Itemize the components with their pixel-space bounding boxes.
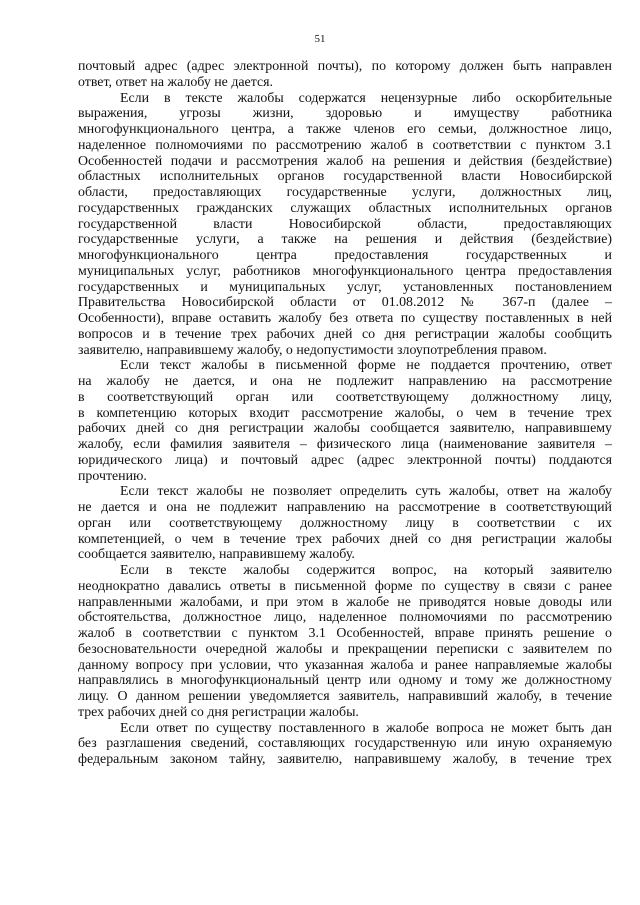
text-line: Если текст жалобы не позволяет определить суть жалобы, ответ на жалобу bbox=[120, 484, 612, 500]
text-line: федеральным законом тайну, заявителю, направившему жалобу, в течение трех bbox=[78, 752, 612, 767]
text-line: компетенцией, о чем в течение трех рабочих дней со дня регистрации жалобы bbox=[78, 531, 612, 547]
text-line: направлялись в многофункциональный центр или одному и тому же должностному bbox=[78, 673, 612, 689]
text-line: многофункционального центра, а также членов его семьи, должностное лицо, bbox=[78, 122, 612, 137]
text-line: прочтению. bbox=[78, 468, 147, 484]
text-line: вопросов и в течение трех рабочих дней со дня регистрации жалобы сообщить bbox=[78, 326, 612, 342]
text-line: неоднократно давались ответы в письменной форме по существу в связи с ранее bbox=[78, 578, 612, 594]
text-line: заявителю, направившему жалобу, о недопустимости злоупотребления правом. bbox=[78, 342, 547, 358]
text-line: трех рабочих дней со дня регистрации жалобы. bbox=[78, 704, 359, 720]
text-line: жалоб в соответствии с пунктом 3.1 Особенностей, вправе принять решение о bbox=[78, 626, 612, 641]
text-line: областных исполнительных органов государственной власти Новосибирской bbox=[78, 169, 612, 185]
text-line: обстоятельства, должностное лицо, наделенное полномочиями по рассмотрению bbox=[78, 610, 612, 626]
text-line: муниципальных услуг, работников многофункционального центра предоставления bbox=[78, 263, 612, 279]
text-line: без разглашения сведений, составляющих государственную или иную охраняемую bbox=[78, 736, 612, 752]
text-line: Правительства Новосибирской области от 01.08.2012 № 367-п (далее – bbox=[78, 295, 612, 311]
text-line: государственных гражданских служащих областных исполнительных органов bbox=[78, 200, 612, 216]
text-line: не дается и она не подлежит направлению на рассмотрение в соответствующий bbox=[78, 500, 612, 515]
page-number: 51 bbox=[314, 33, 326, 45]
text-line: орган или соответствующему должностному лицу в соответствии с их bbox=[78, 515, 612, 531]
text-line: в соответствующий орган или соответствующему должностному лицу, bbox=[78, 389, 612, 405]
text-line: почтовый адрес (адрес электронной почты), по которому должен быть направлен bbox=[78, 59, 612, 74]
text-line: Если в тексте жалобы содержится вопрос, на который заявителю bbox=[120, 563, 612, 578]
text-line: в компетенцию которых входит рассмотрение жалобы, о чем в течение трех bbox=[78, 405, 612, 421]
text-line: сообщается заявителю, направившему жалобу. bbox=[78, 547, 355, 563]
text-line: Если ответ по существу поставленного в жалобе вопроса не может быть дан bbox=[120, 720, 612, 736]
text-line: данному вопросу при условии, что указанная жалоба и ранее направляемые жалобы bbox=[78, 657, 612, 673]
text-line: безосновательности очередной жалобы и прекращении переписки с заявителем по bbox=[78, 641, 612, 657]
text-line: лицу. О данном решении уведомляется заявитель, направивший жалобу, в течение bbox=[78, 689, 612, 704]
text-line: жалобу, если фамилия заявителя – физического лица (наименование заявителя – bbox=[78, 437, 612, 452]
text-line: Если текст жалобы в письменной форме не поддается прочтению, ответ bbox=[120, 358, 612, 374]
text-line: на жалобу не дается, и она не подлежит направлению на рассмотрение bbox=[78, 374, 612, 389]
text-line: государственной власти Новосибирской области, предоставляющих bbox=[78, 216, 612, 232]
text-line: ответ, ответ на жалобу не дается. bbox=[78, 74, 273, 90]
text-line: рабочих дней со дня регистрации жалобы сообщается заявителю, направившему bbox=[78, 421, 612, 437]
text-line: юридического лица) и почтовый адрес (адрес электронной почты) поддаются bbox=[78, 452, 612, 468]
text-line: Если в тексте жалобы содержатся нецензурные либо оскорбительные bbox=[120, 90, 612, 106]
document-body bbox=[78, 59, 612, 768]
text-line: государственные услуги, а также на решения и действия (бездействие) bbox=[78, 232, 612, 248]
text-line: Особенностей подачи и рассмотрения жалоб на решения и действия (бездействие) bbox=[78, 153, 612, 169]
text-line: многофункционального центра предоставления государственных и bbox=[78, 248, 612, 263]
text-line: наделенное полномочиями по рассмотрению жалоб в соответствии с пунктом 3.1 bbox=[78, 137, 612, 153]
text-line: Особенности), вправе оставить жалобу без ответа по существу поставленных в ней bbox=[78, 311, 612, 326]
text-line: государственных и муниципальных услуг, установленных постановлением bbox=[78, 279, 612, 295]
text-line: области, предоставляющих государственные услуги, должностных лиц, bbox=[78, 185, 612, 200]
text-line: направленными жалобами, и при этом в жалобе не приводятся новые доводы или bbox=[78, 594, 612, 610]
text-line: выражения, угрозы жизни, здоровью и имуществу работника bbox=[78, 106, 612, 122]
